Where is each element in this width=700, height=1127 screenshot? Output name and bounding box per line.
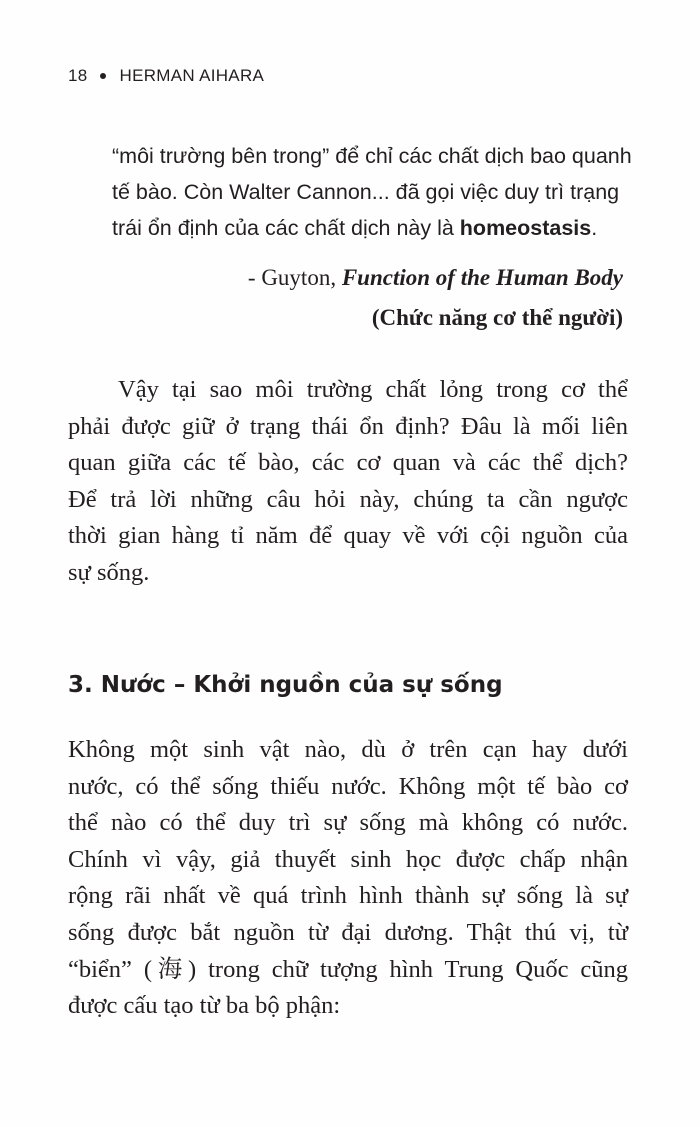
quote-text: . <box>591 216 598 240</box>
paragraph-line: Không một sinh vật nào, dù ở trên cạn hay dưới <box>68 736 628 763</box>
bullet-separator-icon <box>100 73 106 79</box>
paragraph-line: thể nào có thể duy trì sự sống mà không có nước. <box>68 809 628 837</box>
paragraph-line: phải được giữ ở trạng thái ổn định? Đâu là mối liên <box>68 412 628 440</box>
paragraph-line: rộng rãi nhất về quá trình hình thành sự sống là sự <box>68 882 628 910</box>
quote-line: tế bào. Còn Walter Cannon... đã gọi việc duy trì trạng <box>112 180 620 204</box>
running-header <box>68 66 264 86</box>
book-title: Function of the Human Body <box>341 265 623 290</box>
paragraph-line: nước, có thể sống thiếu nước. Không một tế bào cơ <box>68 772 628 800</box>
paragraph-line: quan giữa các tế bào, các cơ quan và các thể dịch? <box>68 449 628 477</box>
book-title-translation: (Chức năng cơ thể người) <box>371 305 623 330</box>
attribution-prefix: - Guyton, <box>247 265 342 290</box>
paragraph-line: “biển” (海) trong chữ tượng hình Trung Quốc cũng <box>68 955 628 983</box>
quote-line <box>112 210 632 246</box>
page-number: 18 <box>68 66 88 85</box>
section-heading: 3. Nước – Khởi nguồn của sự sống <box>68 672 503 698</box>
paragraph-line: Chính vì vậy, giả thuyết sinh học được chấp nhận <box>68 845 628 873</box>
quote-line: “môi trường bên trong” để chỉ các chất dịch bao quanh <box>112 144 632 168</box>
quote-attribution <box>248 258 623 338</box>
paragraph-line: sự sống. <box>68 558 150 586</box>
block-quote <box>112 138 632 246</box>
paragraph-2 <box>68 732 628 1025</box>
paragraph-line: sống được bắt nguồn từ đại dương. Thật thú vị, từ <box>68 918 628 946</box>
quote-text: trái ổn định của các chất dịch này là <box>112 216 460 240</box>
paragraph-line: được cấu tạo từ ba bộ phận: <box>68 992 341 1020</box>
attribution-source <box>248 258 623 298</box>
author-name: HERMAN AIHARA <box>119 66 265 85</box>
paragraph-line: Vậy tại sao môi trường chất lỏng trong cơ thể <box>118 376 628 403</box>
paragraph-line: thời gian hàng tỉ năm để quay về với cội nguồn của <box>68 522 628 550</box>
paragraph-1 <box>68 372 628 592</box>
quote-keyword: homeostasis <box>459 216 592 240</box>
paragraph-line: Để trả lời những câu hỏi này, chúng ta cần ngược <box>68 485 628 513</box>
